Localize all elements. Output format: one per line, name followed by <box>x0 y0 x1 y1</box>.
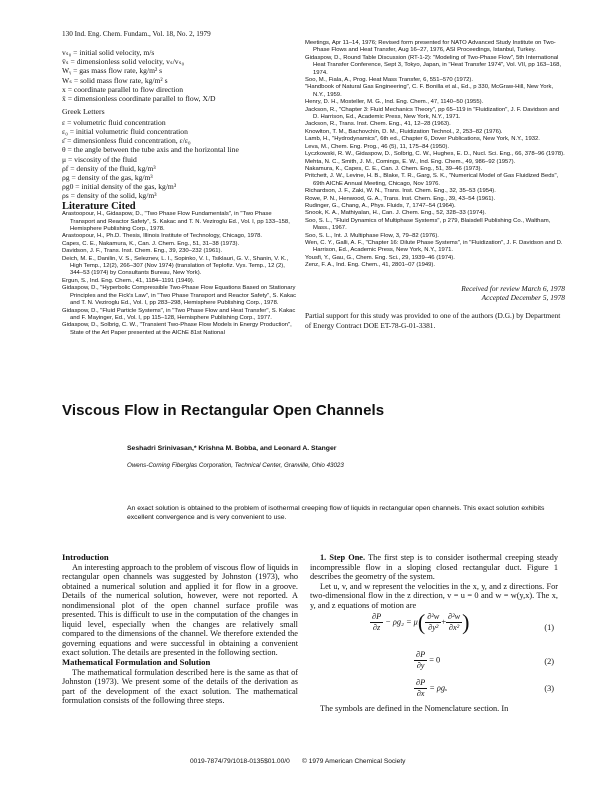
eq1-plus: + <box>441 617 446 627</box>
nomenclature-item: Wₛ = solid mass flow rate, kg/m² s <box>62 75 168 85</box>
reference-item: Yousfi, Y., Gau, G., Chem. Eng. Sci., 29, 1939–46 (1974). <box>305 254 455 261</box>
literature-cited-heading: Literature Cited <box>62 200 136 212</box>
footer-code: 0019-7874/79/1018-0135$01.00/0 <box>190 758 290 765</box>
reference-item: Soo, S. L., Int. J. Multiphase Flow, 3, 79–82 (1976). <box>305 232 439 239</box>
nomenclature-item: Wᵧ = gas mass flow rate, kg/m² s <box>62 66 163 76</box>
reference-item: Soo, M., Fiala, A., Prog. Heat Mass Transfer, 6, 551–570 (1972). <box>305 77 473 84</box>
nomenclature-item: v̄ₛ = dimensionless solid velocity, vₛ/vₛ₀ <box>62 57 185 67</box>
eq1-mid: − ρg₂ = μ <box>383 617 418 627</box>
greek-item: ρg0 = initial density of the gas, kg/m³ <box>62 182 177 192</box>
symbols-paragraph: The symbols are defined in the Nomenclature section. In <box>320 704 509 714</box>
reference-item: Jackson, R., Trans. Inst. Chem. Eng., 41, 12–28 (1963). <box>305 121 451 128</box>
reference-item: Rudinger, G., Chang, A., Phys. Fluids, 7, 1747–54 (1964). <box>305 202 456 209</box>
reference-item: Ergun, S., Ind. Eng. Chem., 41, 1184–1191 (1949). <box>62 277 195 284</box>
reference-item: Gidaspow, D., "Hyperbolic Compressible Two-Phase Flow Equations Based on Stationary Principles and the Fick's Law", in "Two Phase Transport and Reactor Safety", S. Kakac and T. N. Veziroglu Ed., Vol. I, pp 283–298, Hemisphere Publishing Corp., 1978. <box>62 285 297 307</box>
reference-item: Pritchett, J. W., Levine, H. B., Blake, T. R., Garg, S. K., "Numerical Model of Gas Fluidized Beds", 69th AIChE Annual Meeting, Chicago, Nov 1976. <box>305 173 559 187</box>
reference-item: Gidaspow, D., Solbrig, C. W., "Transient Two-Phase Flow Models in Energy Production", State of the Art Paper presented at the AIChE 81st National <box>62 322 292 336</box>
running-head: 130 Ind. Eng. Chem. Fundam., Vol. 18, No. 2, 1979 <box>62 30 211 38</box>
introduction-paragraph: An interesting approach to the problem of viscous flow of liquids in rectangular open channels was suggested by Johnston (1973), who obtained a numerical solution and applied it for flow in a groove. Details of the numerical solution, however, were not reported. A nondimensional plot of the open channel surface profile was presented. This is difficult to use in the computation of the changes in liquid level, especially when the changes are relatively small compared to the dimensions of the channel. We therefore extended the governing equations and were successful in obtaining a convenient exact solution. The details are presented in the following section. <box>62 562 298 658</box>
nomenclature-item: vₛ₀ = initial solid velocity, m/s <box>62 48 155 57</box>
reference-item: Arastoopour, H., Ph.D. Thesis, Illinois Institute of Technology, Chicago, 1978. <box>62 233 263 240</box>
reference-item: Davidson, J. F., Trans. Inst. Chem. Eng., 39, 230–232 (1961). <box>62 248 223 255</box>
eq3-number: (3) <box>544 684 554 694</box>
nomenclature-item: x = coordinate parallel to flow direction <box>62 84 184 94</box>
reference-item: Soo, S. L., "Fluid Dynamics of Multiphase Systems", p 279, Blaisdell Publishing Co., Waltham, Mass., 1967. <box>305 217 551 232</box>
reference-item: Wen, C. Y., Galli, A. F., "Chapter 16: Dilute Phase Systems", in "Fluidization", J. F. Davidson and D. Harrison, Ed., Academic Press, New York, N.Y., 1971. <box>305 239 563 254</box>
reference-item: Richardson, J. F., Zaki, W. N., Trans. Inst. Chem. Eng., 32, 35–53 (1954). <box>305 188 496 195</box>
eq2-fraction: $\frac{\partial P}{\partial y}$ <box>416 650 426 671</box>
reference-item: Nakamura, K., Capes, C. E., Can. J. Chem. Eng., 51, 39–46 (1973). <box>305 165 483 172</box>
equation-1: $\frac{\partial P}{\partial z}$ − ρg₂ = μ( $\frac{\text{∂²w}}{\text{∂y²}}$ + $\frac{\text{∂²w}}{\text{∂x²}}$ ) (1) <box>372 610 554 635</box>
article-affiliation: Owens-Corning Fiberglas Corporation, Technical Center, Granville, Ohio 43023 <box>127 462 344 469</box>
received-date: Received for review March 6, 1978 <box>461 283 565 293</box>
accepted-date: Accepted December 5, 1978 <box>481 293 565 302</box>
footer-copyright: © 1979 American Chemical Society <box>302 758 406 765</box>
article-authors: Seshadri Srinivasan,* Krishna M. Bobba, and Leonard A. Stanger <box>127 445 337 452</box>
eq1-term1: $\frac{\text{∂²w}}{\text{∂y²}}$ <box>427 612 440 633</box>
greek-item: ρf = density of the fluid, kg/m³ <box>62 163 156 173</box>
reference-item: Knowlton, T. M., Bachovchin, D. M., Fluidization Technol., 2, 253–82 (1976). <box>305 128 503 135</box>
support-note: Partial support for this study was provided to one of the authors (D.G.) by Department of Energy Contract DOE ET-78-G-01-3381. <box>305 311 561 330</box>
eq2-number: (2) <box>544 657 554 667</box>
greek-item: ε = volumetric fluid concentration <box>62 117 166 127</box>
reference-item: Deich, M. E., Danilin, V. S., Seleznev, L. I., Sopinko, V. I., Tsiklauri, G. V., Shanin, V. K., High Temp., 12(2), 266–307 (Nov 1974) (translation of Teplofiz. Vys. Temp., 12 (2), 344–53 (1974) by Consultants Bureau, New York). <box>62 255 289 277</box>
math-formulation-heading: Mathematical Formulation and Solution <box>62 657 211 668</box>
step-one-paragraph <box>310 553 558 582</box>
step-one-text: The first step is to consider isothermal creeping steady incompressible flow in a sloping closed rectangular duct. Figure 1 describes the geometry of the system. <box>310 553 558 582</box>
body-left-column <box>62 553 298 706</box>
eq1-number: (1) <box>544 623 554 633</box>
greek-item: ρg = density of the gas, kg/m³ <box>62 173 153 183</box>
nomenclature-column <box>62 48 298 337</box>
introduction-heading: Introduction <box>62 552 109 562</box>
equation-3 <box>310 678 558 708</box>
step-one-label: 1. Step One. <box>320 553 366 562</box>
reference-item: Henry, D. H., Mosteller, M. G., Ind. Eng. Chem., 47, 1140–50 (1955). <box>305 99 484 106</box>
equation-2 <box>310 648 558 678</box>
reference-item: Arastoopour, H., Gidaspow, D., "Two Phase Flow Fundamentals", in "Two Phase Transport and Reactor Safety", S. Kakac and T. N. Veziroglu Ed., Vol. I, pp 133–158, Hemisphere Publishing Corp., 1978. <box>62 211 290 233</box>
reference-item: Snook, K. A., Mathiyalan, H., Can. J. Chem. Eng., 52, 328–33 (1974). <box>305 210 487 217</box>
reference-item: Rowe, P. N., Henwood, G. A., Trans. Inst. Chem. Eng., 39, 43–54 (1961). <box>305 195 496 202</box>
nomenclature-item: x̄ = dimensionless coordinate parallel to flow, X/D <box>62 94 216 104</box>
reference-item: "Handbook of Natural Gas Engineering", C. F. Bonilla et al., Ed., p 330, McGraw-Hill, New York, N.Y., 1959. <box>305 84 554 98</box>
eq3-rhs: = ρgₓ <box>427 683 448 693</box>
body-right-column <box>310 553 558 714</box>
greek-item: ρs = density of the solid, kg/m³ <box>62 191 157 201</box>
reference-item: Leva, M., Chem. Eng. Prog., 46 (5), 11, 175–84 (1950). <box>305 143 449 150</box>
reference-item: Lamb, H., "Hydrodynamics", 6th ed., Chapter 6, Dover Publications, New York, N.Y., 1932. <box>305 136 540 143</box>
greek-item: θ = the angle between the tube axis and the horizontal line <box>62 145 239 155</box>
references-column <box>305 40 565 330</box>
greek-item: ε₀ = initial volumetric fluid concentration <box>62 127 188 137</box>
greek-item: ε̄ = dimensionless fluid concentration, ε/ε₀ <box>62 136 191 146</box>
reference-item: Zenz, F. A., Ind. Eng. Chem., 41, 2801–07 (1949). <box>305 262 435 269</box>
reference-item: Lyczkowski, R. W., Gidaspow, D., Solbrig, C. W., Hughes, E. D., Nucl. Sci. Eng., 66, 378–96 (1978). <box>305 151 565 158</box>
reference-item: Jackson, R., "Chapter 3: Fluid Mechanics Theory", pp 65–119 in "Fluidization", J. F. Davidson and D. Harrison, Ed., Academic Press, New York, N.Y., 1971. <box>305 106 560 121</box>
greek-letters-label: Greek Letters <box>62 107 105 117</box>
article-abstract: An exact solution is obtained to the problem of isothermal creeping flow of liquids in rectangular open channels. This exact solution exhibits excellent convergence and is very convenient to use. <box>127 505 545 521</box>
velocities-paragraph: Let u, v, and w represent the velocities in the x, y, and z directions. For two-dimensional flow in the z direction, v = u = 0 and w = w(y,x). The x, y, and z equations of motion are <box>310 581 558 610</box>
eq1-term2: $\frac{\text{∂²w}}{\text{∂x²}}$ <box>448 612 461 633</box>
eq2-rhs: = 0 <box>427 655 441 665</box>
eq3-fraction: $\frac{\partial P}{\partial x}$ <box>416 678 426 699</box>
reference-item: Capes, C. E., Nakamura, K., Can. J. Chem. Eng., 51, 31–38 (1973). <box>62 240 240 247</box>
eq1-lhs-fraction: $\frac{\partial P}{\partial z}$ <box>372 612 382 633</box>
reference-item: Gidaspow, D., "Fluid Particle Systems", in "Two Phase Flow and Heat Transfer", S. Kakac and F. Mayinger, Ed., Vol. I, pp 115–128, Hemisphere Publishing Corp., 1977. <box>62 307 296 321</box>
reference-item: Mehta, N. C., Smith, J. M., Comings, E. W., Ind. Eng. Chem., 49, 986–92 (1957). <box>305 158 516 165</box>
math-formulation-paragraph: The mathematical formulation described here is the same as that of Johnston (1973). We present some of the details of the derivation as part of the development of the exact solution. The mathematical formulation consists of the following three steps. <box>62 667 298 706</box>
article-title: Viscous Flow in Rectangular Open Channels <box>62 402 385 419</box>
reference-item: Meetings, Apr 11–14, 1976; Revised form presented for NATO Advanced Study Institute on Two-Phase Flows and Heat Transfer, Aug 16–27, 1976, ASI Proceedings, Istanbul, Turkey. <box>305 40 556 54</box>
reference-item: Gidaspow, D., Round Table Discussion (RT-1-2): "Modeling of Two-Phase Flow", 5th International Heat Transfer Conference, Sept 3, Tokyo, Japan, in "Heat Transfer 1974", Vol. VII, pp 163–168, 1974. <box>305 54 562 76</box>
greek-item: μ = viscosity of the fluid <box>62 154 137 164</box>
